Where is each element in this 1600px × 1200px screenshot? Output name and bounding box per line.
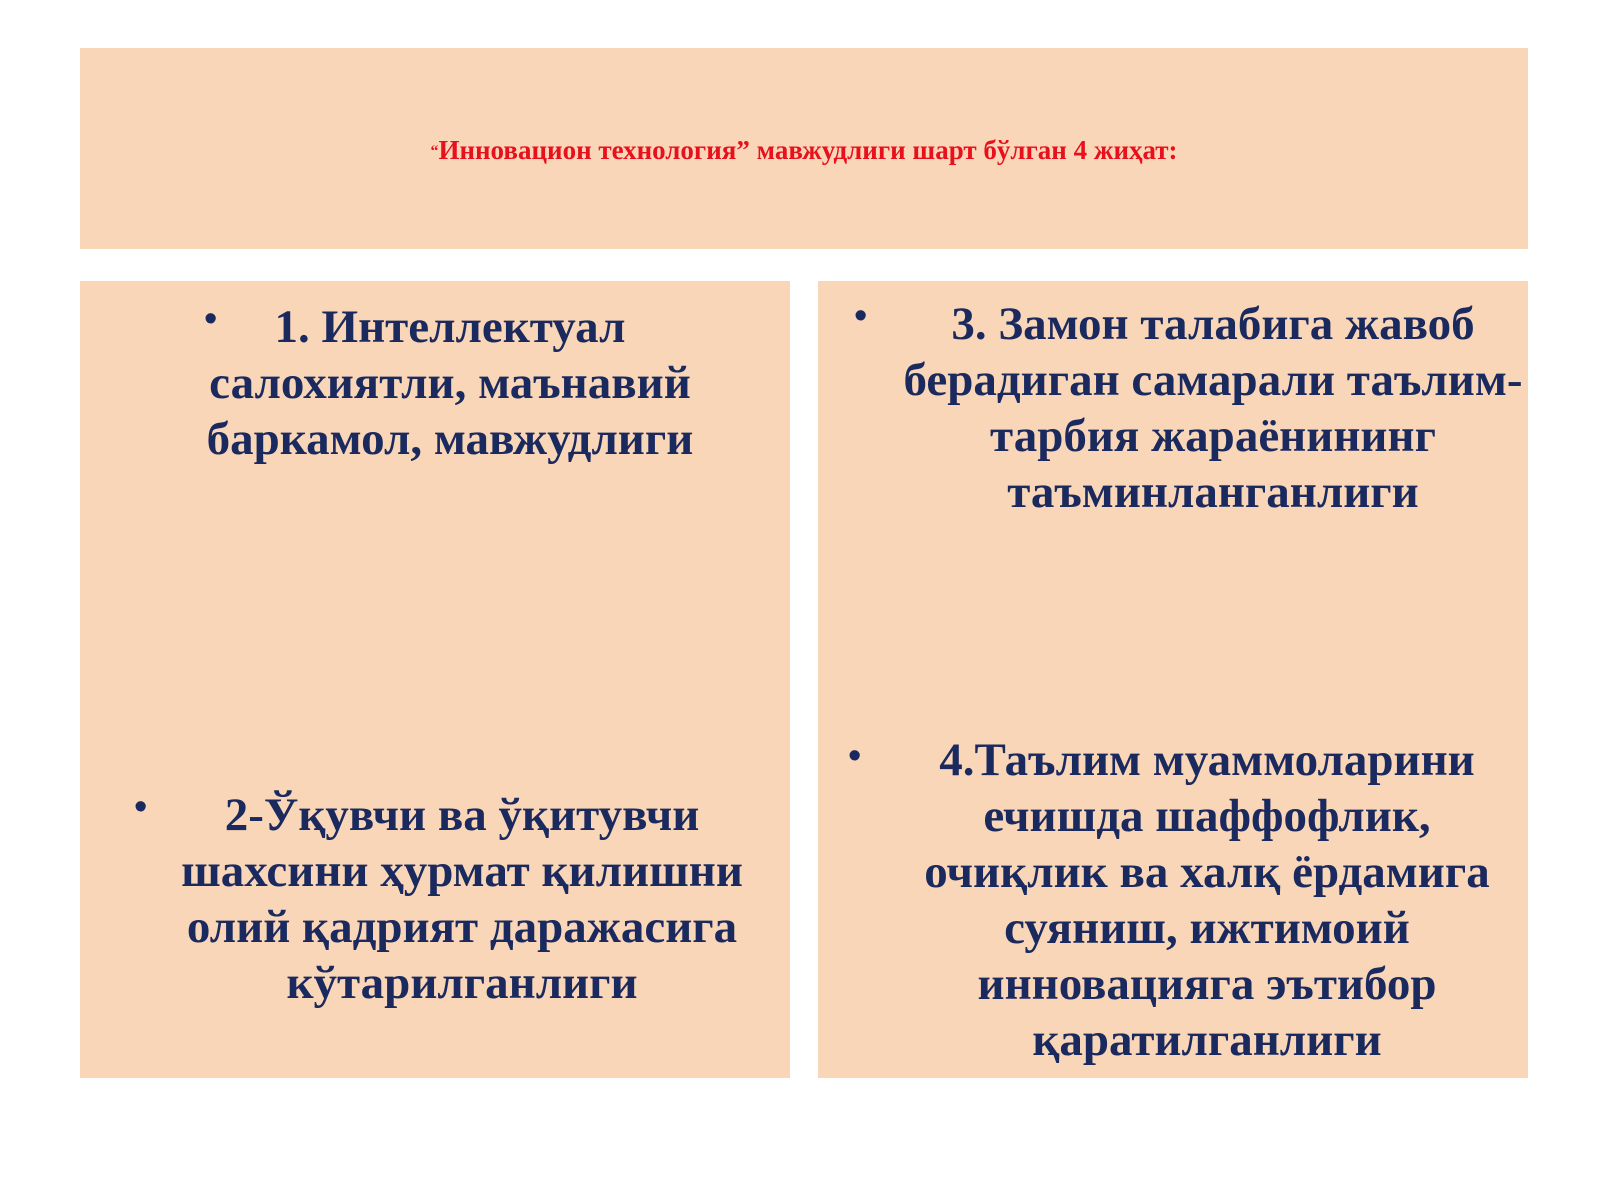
slide-title: [430, 135, 1177, 166]
title-text: Инновацион технология” мавжудлиги шарт бўлган 4 жиҳат:: [438, 134, 1178, 165]
aspect-item-1: 1. Интеллектуал салохиятли, маънавий баркамол, мавжудлиги: [206, 301, 694, 465]
left-panel: [80, 281, 790, 1078]
aspect-item-4: 4.Таълим муаммоларини ечишда шаффофлик, очиқлик ва халқ ёрдамига суяниш, ижтимоий инновацияга эътибор қаратилганлиги: [924, 734, 1490, 1066]
aspect-item-3: 3. Замон талабига жавоб берадиган самарали таълим-тарбия жараёнининг таъминланганлиги: [903, 298, 1523, 518]
title-box: [80, 48, 1528, 249]
bullet-icon: •: [134, 786, 148, 828]
title-open-quote: “: [430, 142, 439, 160]
right-panel: [818, 281, 1528, 1078]
bullet-icon: •: [204, 298, 218, 340]
bullet-icon: •: [848, 735, 862, 777]
aspect-item-2: 2-Ўқувчи ва ўқитувчи шахсини ҳурмат қилишни олий қадрият даражасига кўтарилганлиги: [181, 789, 743, 1009]
bullet-icon: •: [854, 295, 868, 337]
